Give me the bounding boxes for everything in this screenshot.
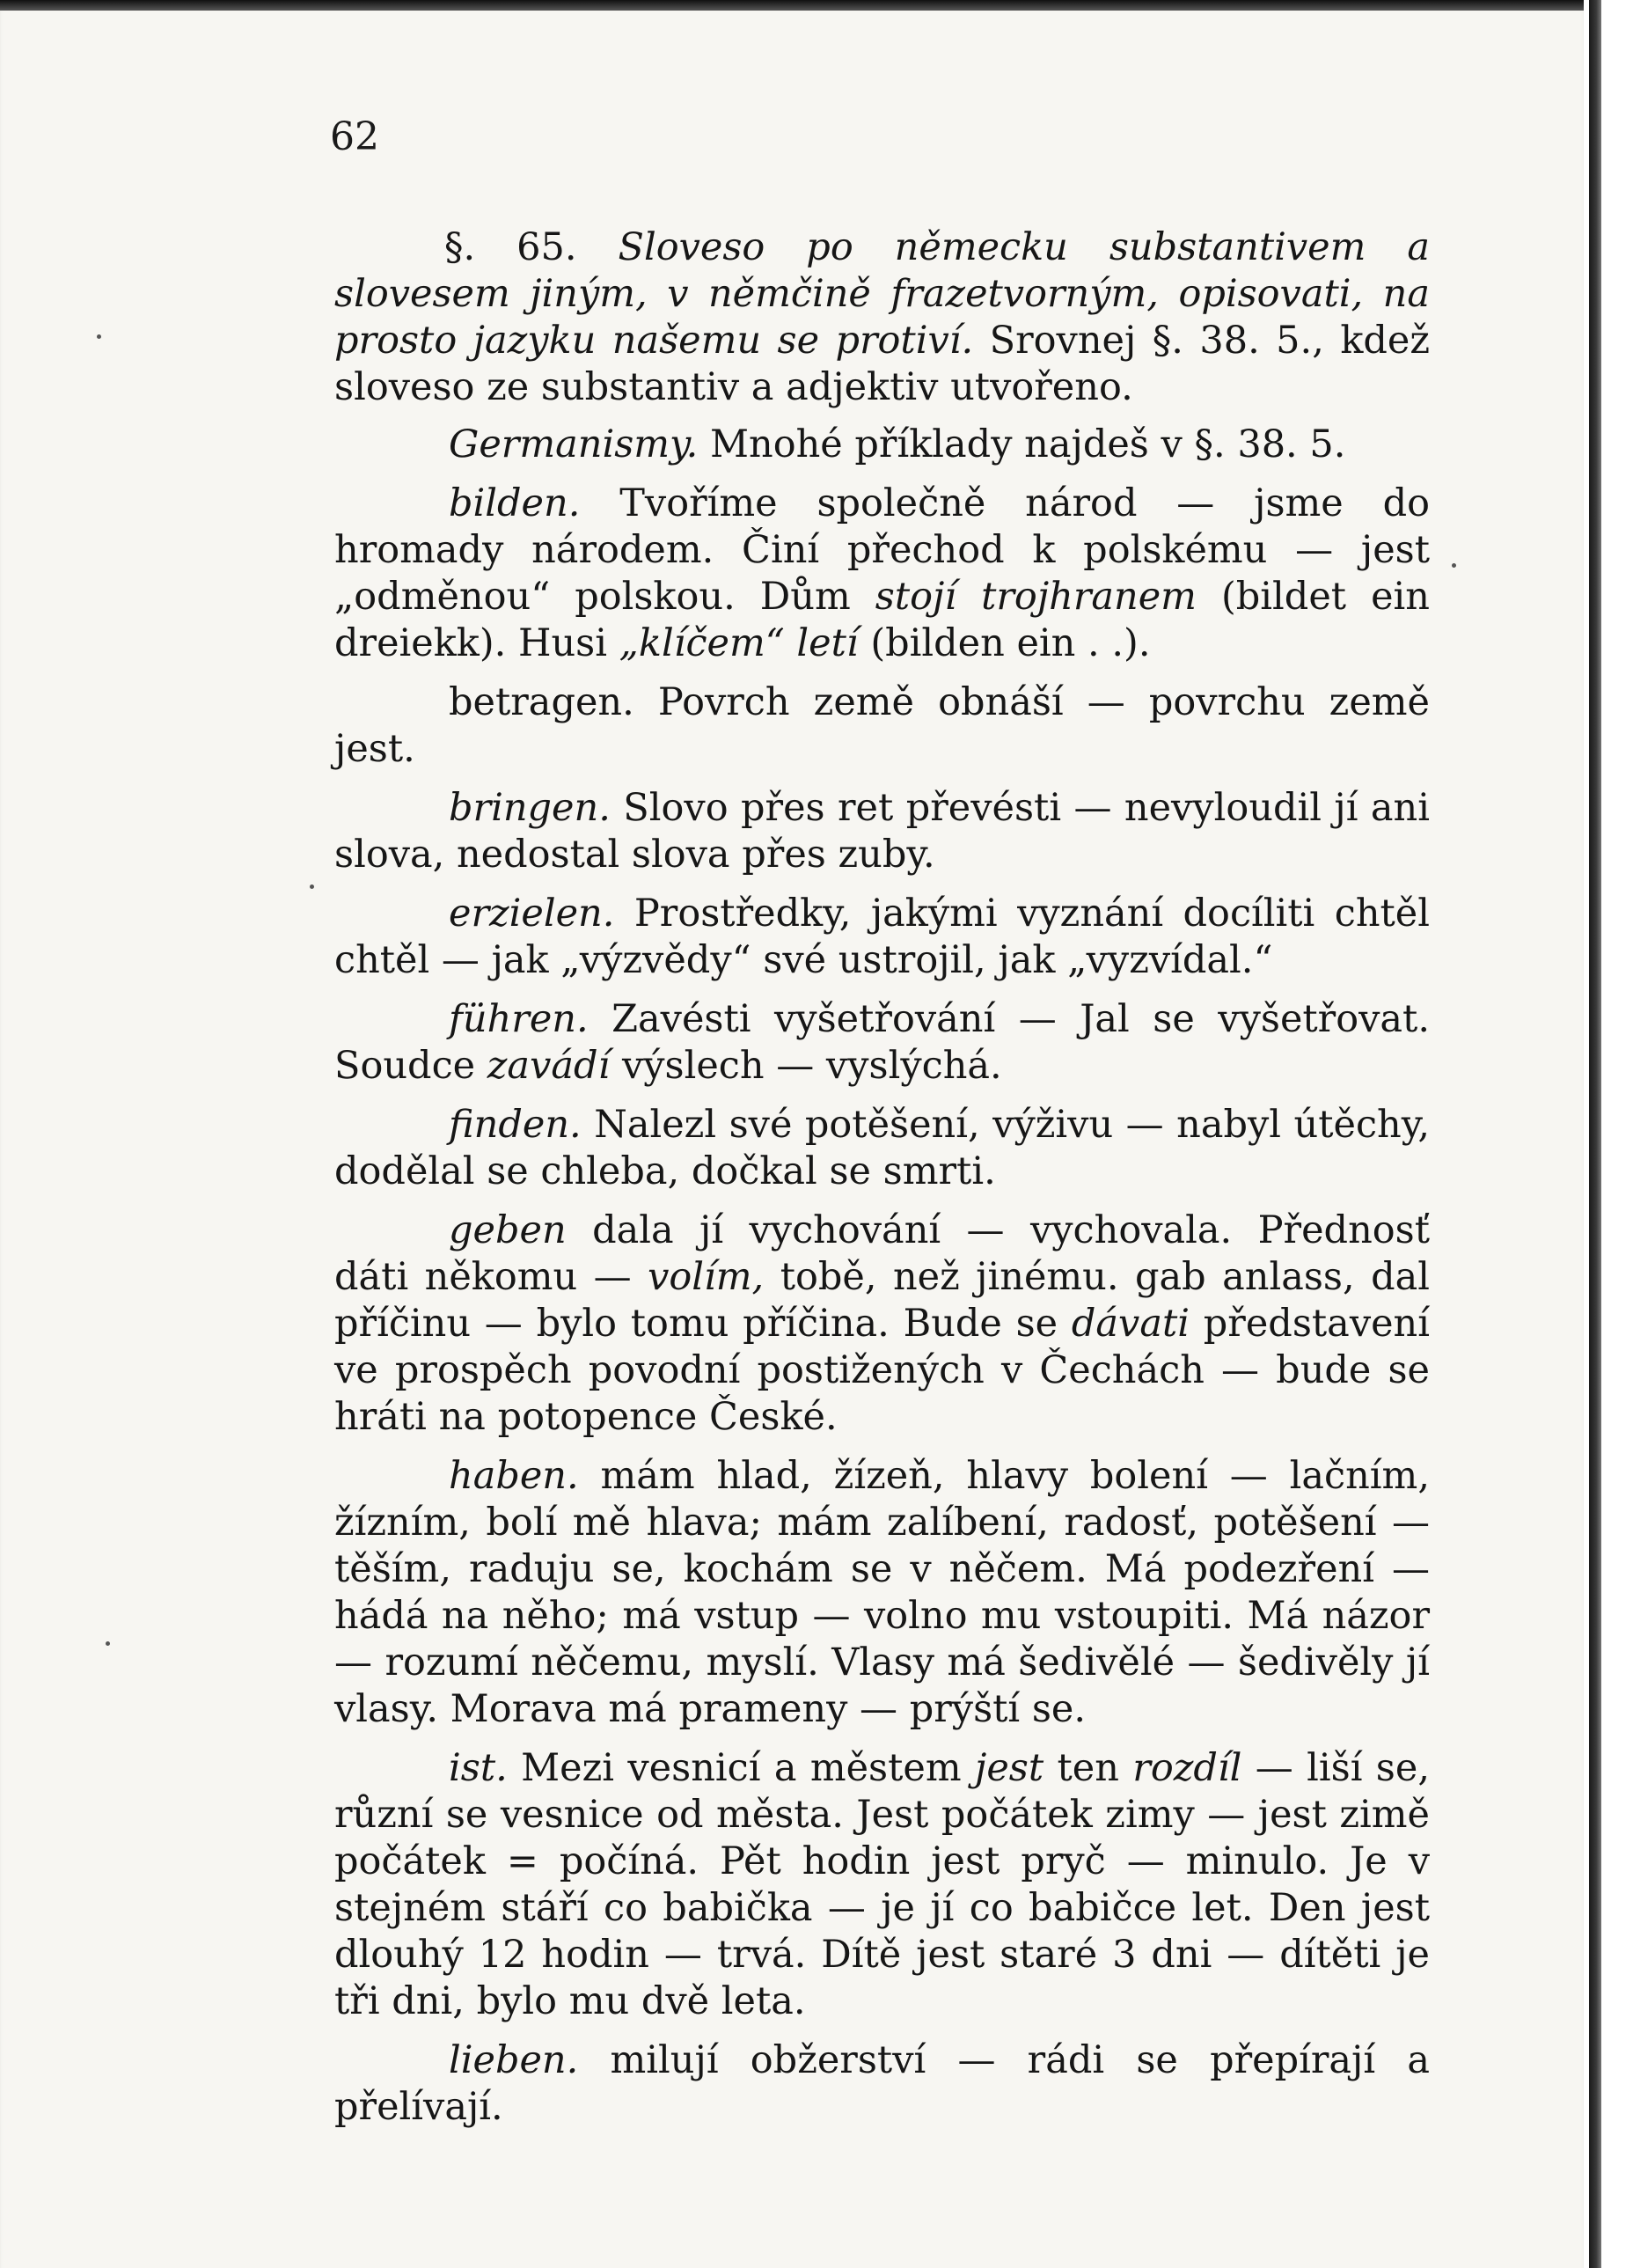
entry-keyword: finden. — [449, 1103, 582, 1147]
entry-lieben — [334, 2037, 1430, 2131]
entry-text: dala jí vychování — vychovala. Přednosť dáti někomu — — [334, 1208, 1431, 1299]
entry-text: představení ve prospěch povodní postižených v Čechách — bude se hráti na potopence České. — [334, 1302, 1431, 1439]
entry-text: ten — [1057, 1746, 1119, 1790]
entry-italic-phrase: volím, — [648, 1255, 765, 1299]
entry-bringen — [334, 785, 1430, 878]
entry-germanismy — [334, 422, 1430, 468]
entry-italic-phrase: „klíčem“ letí — [619, 621, 859, 665]
entry-keyword: geben — [449, 1208, 567, 1252]
entry-fuhren — [334, 996, 1430, 1090]
entry-geben — [334, 1207, 1430, 1441]
scan-speck — [310, 884, 314, 889]
entry-text: Nalezl své potěšení, výživu — nabyl útěchy, dodělal se chleba, dočkal se smrti. — [334, 1103, 1430, 1193]
page-body — [334, 224, 1430, 2143]
section-number: §. 65. — [444, 225, 577, 269]
page-number: 62 — [330, 114, 379, 159]
entry-text: Slovo přes ret převésti — nevyloudil jí ani slova, nedostal slova přes zuby. — [334, 786, 1430, 877]
entry-italic-phrase: stojí trojhranem — [875, 575, 1197, 619]
entry-text: tobě, než jinému. gab anlass, dal příčinu — bylo tomu příčina. Bude se — [334, 1255, 1431, 1346]
scan-speck — [106, 1641, 110, 1646]
entry-keyword: betragen. — [449, 680, 634, 724]
entry-italic-phrase: jest — [974, 1746, 1044, 1790]
entry-text: Povrch země obnáší — povrchu země jest. — [334, 680, 1430, 771]
entry-keyword: Germanismy. — [449, 422, 699, 466]
entry-keyword: bringen. — [449, 786, 611, 830]
entry-haben — [334, 1453, 1430, 1733]
entry-text: Mezi vesnicí a městem — [521, 1746, 962, 1790]
scan-binding-edge — [1589, 0, 1601, 2268]
entry-text: (bilden ein . .). — [870, 621, 1151, 665]
entry-text: Tvoříme společně národ — jsme do hromady národem. Činí přechod k polskému — jest „odměnou“ polskou. Dům — [334, 481, 1430, 619]
entry-keyword: führen. — [449, 997, 589, 1041]
entry-finden — [334, 1102, 1430, 1195]
entry-text: Zavésti vyšetřování — Jal se vyšetřovat. Soudce — [334, 997, 1431, 1088]
entry-text: milují obžerství — rádi se přepírají a přelívají. — [334, 2038, 1430, 2129]
entry-keyword: haben. — [449, 1454, 579, 1498]
entry-keyword: erzielen. — [449, 892, 615, 936]
entry-text: Mnohé příklady najdeš v §. 38. 5. — [709, 422, 1346, 466]
entry-text: Prostředky, jakými vyznání docíliti chtěl chtěl — jak „výzvědy“ své ustrojil, jak „vyzvídal.“ — [334, 892, 1430, 982]
scan-top-edge — [0, 0, 1633, 11]
entry-keyword: lieben. — [449, 2038, 579, 2082]
section-heading-paragraph — [334, 224, 1430, 411]
entry-text: mám hlad, žízeň, hlavy bolení — lačním, žízním, bolí mě hlava; mám zalíbení, radosť, potěšení — těším, raduju se, kochám se v něčem. Má podezření — hádá na něho; má vstup — volno mu vstoupiti. Má názor — rozumí něčemu, myslí. Vlasy má šedivělé — šedivěly jí vlasy. Morava má prameny — prýští se. — [334, 1454, 1430, 1731]
entry-italic-phrase: rozdíl — [1132, 1746, 1242, 1790]
scan-speck — [1452, 563, 1456, 568]
entry-text: výslech — vyslýchá. — [621, 1044, 1002, 1088]
entry-text: — liší se, různí se vesnice od města. Jest počátek zimy — jest zimě počátek = počíná. Pět hodin jest pryč — minulo. Je v stejném stáří co babička — je jí co babičce let. Den jest dlouhý 12 hodin — trvá. Dítě jest staré 3 dni — dítěti je tři dni, bylo mu dvě leta. — [334, 1746, 1430, 2023]
entry-italic-phrase: zavádí — [487, 1044, 611, 1088]
section-note: Srovnej §. 38. 5., kdež sloveso ze substantiv a adjektiv utvořeno. — [334, 319, 1431, 409]
section-title: Sloveso po německu substantivem a slovesem jiným, v němčině frazetvorným, opisovati, na prosto jazyku našemu se protiví. — [334, 225, 1430, 363]
entry-text: (bildet ein dreiekk). Husi — [334, 575, 1430, 665]
entry-keyword: ist. — [449, 1746, 508, 1790]
entry-erzielen — [334, 891, 1430, 984]
entry-keyword: bilden. — [449, 481, 581, 525]
entry-ist — [334, 1745, 1430, 2025]
entry-bilden — [334, 481, 1430, 667]
entry-betragen — [334, 679, 1430, 773]
entry-italic-phrase: dávati — [1071, 1302, 1190, 1346]
scan-speck — [97, 334, 101, 339]
